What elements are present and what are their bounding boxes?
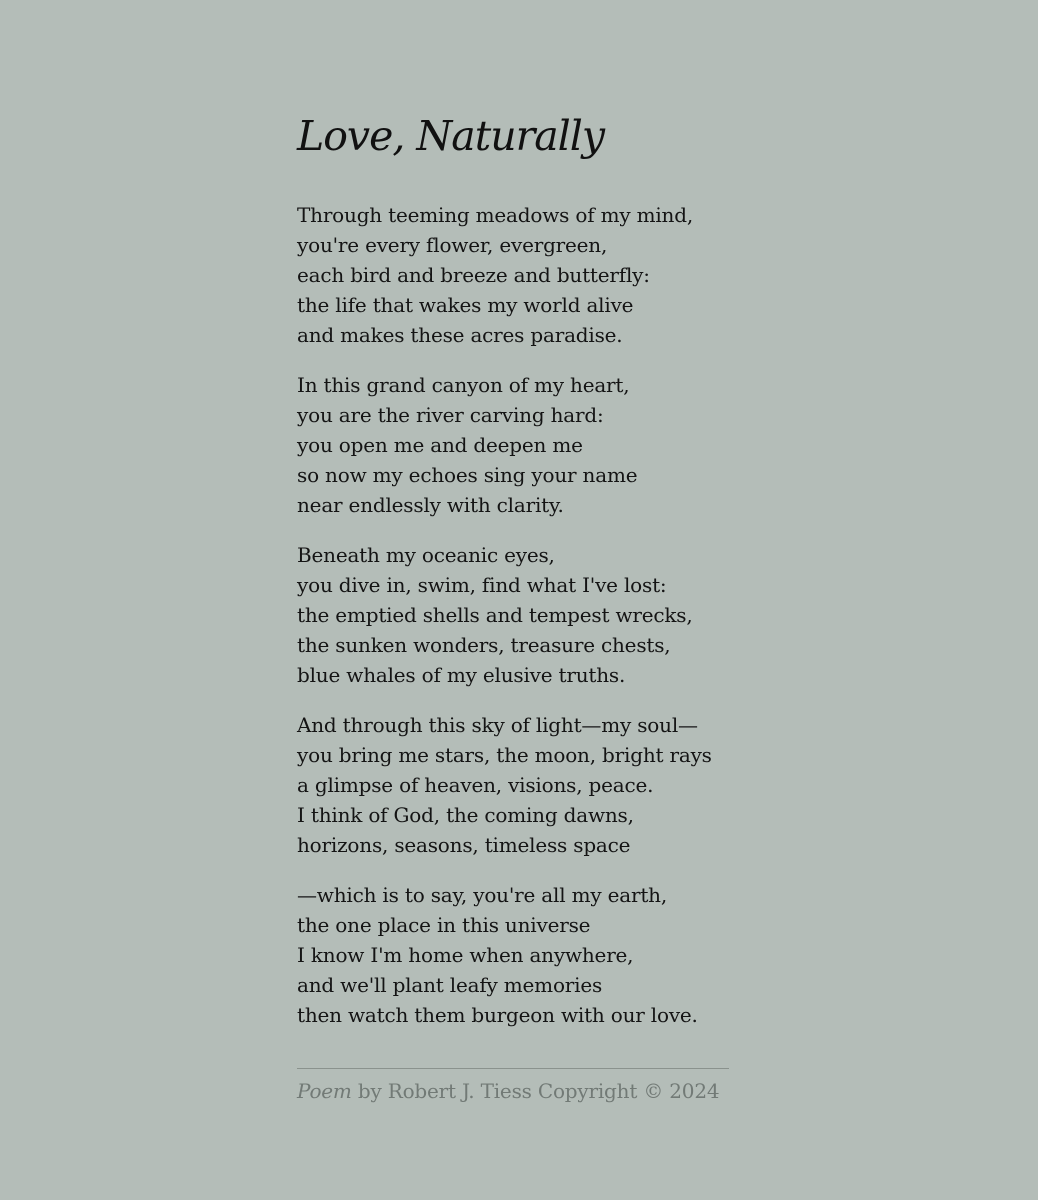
stanza-2	[297, 370, 817, 520]
poem-line: you bring me stars, the moon, bright rays	[297, 743, 712, 767]
poem-line: a glimpse of heaven, visions, peace.	[297, 773, 654, 797]
poem-line: Through teeming meadows of my mind,	[297, 203, 693, 227]
poem-line: and makes these acres paradise.	[297, 323, 623, 347]
poem-line: I think of God, the coming dawns,	[297, 803, 634, 827]
poem-line: I know I'm home when anywhere,	[297, 943, 634, 967]
poem-line: the sunken wonders, treasure chests,	[297, 633, 671, 657]
poem-line: the emptied shells and tempest wrecks,	[297, 603, 693, 627]
poem-line: the life that wakes my world alive	[297, 293, 634, 317]
poem-line: then watch them burgeon with our love.	[297, 1003, 698, 1027]
divider	[297, 1068, 729, 1069]
stanza-5	[297, 880, 817, 1030]
credit-text: by Robert J. Tiess Copyright © 2024	[351, 1079, 720, 1103]
poem-line: horizons, seasons, timeless space	[297, 833, 631, 857]
poem-body	[297, 200, 817, 1050]
poem-line: and we'll plant leafy memories	[297, 973, 603, 997]
poem-line: And through this sky of light—my soul—	[297, 713, 698, 737]
poem-line: the one place in this universe	[297, 913, 591, 937]
stanza-4	[297, 710, 817, 860]
poem-line: Beneath my oceanic eyes,	[297, 543, 555, 567]
poem-line: so now my echoes sing your name	[297, 463, 638, 487]
poem-line: you're every flower, evergreen,	[297, 233, 608, 257]
stanza-3	[297, 540, 817, 690]
poem-line: near endlessly with clarity.	[297, 493, 564, 517]
poem-line: you open me and deepen me	[297, 433, 583, 457]
poem-line: —which is to say, you're all my earth,	[297, 883, 667, 907]
poem-line: you are the river carving hard:	[297, 403, 604, 427]
stanza-1	[297, 200, 817, 350]
copyright-credit	[297, 1075, 719, 1107]
poem-line: In this grand canyon of my heart,	[297, 373, 630, 397]
poem-line: each bird and breeze and butterfly:	[297, 263, 650, 287]
credit-kind: Poem	[297, 1079, 352, 1103]
poem-title: Love, Naturally	[297, 112, 605, 160]
poem-line: you dive in, swim, find what I've lost:	[297, 573, 667, 597]
poem-line: blue whales of my elusive truths.	[297, 663, 626, 687]
